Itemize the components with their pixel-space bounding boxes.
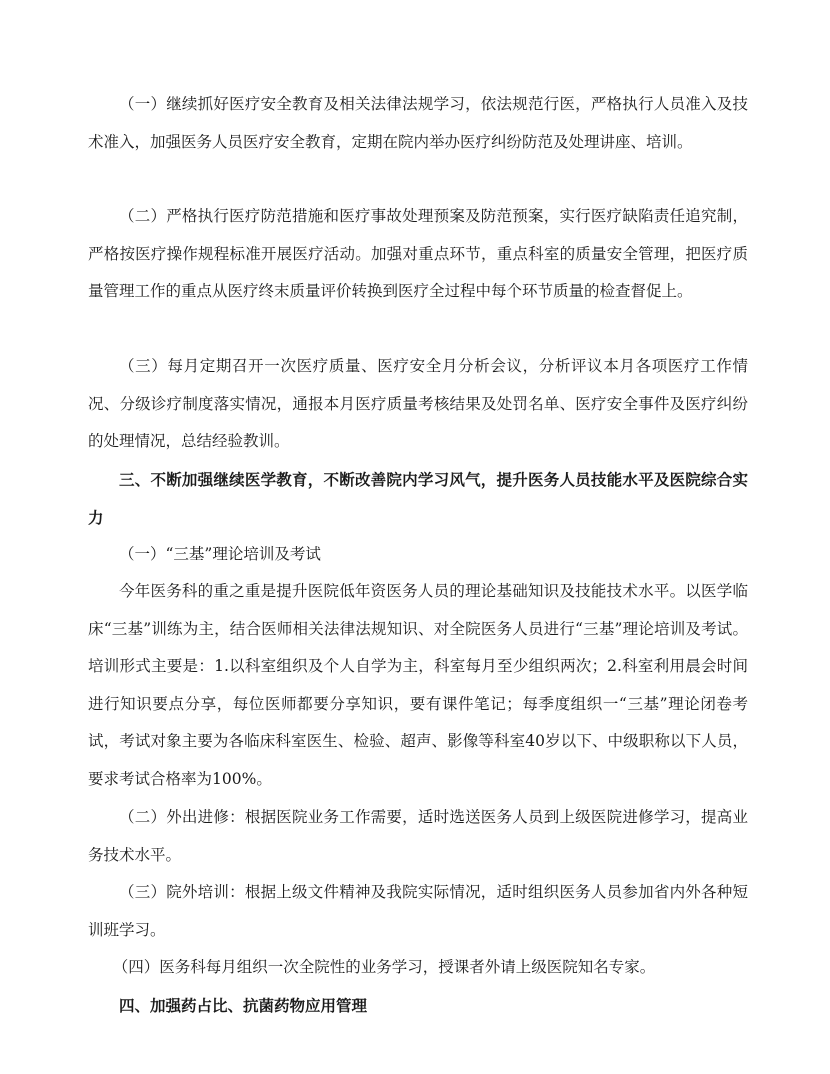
paragraph-external-study: （二）外出进修：根据医院业务工作需要，适时选送医务人员到上级医院进修学习，提高业务技术水平。 — [88, 808, 748, 864]
section-heading-3: 三、不断加强继续医学教育，不断改善院内学习风气，提升医务人员技能水平及医院综合实力 — [88, 470, 748, 527]
paragraph-safety-education: （一）继续抓好医疗安全教育及相关法律法规学习，依法规范行医，严格执行人员准入及技术准入，加强医务人员医疗安全教育，定期在院内举办医疗纠纷防范及处理讲座、培训。 — [88, 95, 748, 151]
paragraph-monthly-meeting: （三）每月定期召开一次医疗质量、医疗安全月分析会议，分析评议本月各项医疗工作情况、分级诊疗制度落实情况，通报本月医疗质量考核结果及处罚名单、医疗安全事件及医疗纠纷的处理情况，总结经验教训。 — [88, 357, 748, 451]
paragraph-monthly-lecture: （四）医务科每月组织一次全院性的业务学习，授课者外请上级医院知名专家。 — [112, 958, 656, 976]
paragraph-training-details: 今年医务科的重之重是提升医院低年资医务人员的理论基础知识及技能技术水平。以医学临床“三基”训练为主，结合医师相关法律法规知识、对全院医务人员进行“三基”理论培训及考试。培训形式主要是：1.以科室组织及个人自学为主，科室每月至少组织两次；2.科室利用晨会时间进行知识要点分享，每位医师都要分享知识，要有课件笔记；每季度组织一“三基”理论闭卷考试，考试对象主要为各临床科室医生、检验、超声、影像等科室40岁以下、中级职称以下人员，要求考试合格率为100%。 — [88, 582, 748, 788]
subheading-three-basics: （一）“三基”理论培训及考试 — [119, 545, 321, 563]
paragraph-offsite-training: （三）院外培训：根据上级文件精神及我院实际情况，适时组织医务人员参加省内外各种短训班学习。 — [88, 883, 748, 939]
paragraph-prevention-measures: （二）严格执行医疗防范措施和医疗事故处理预案及防范预案，实行医疗缺陷责任追究制，严格按医疗操作规程标准开展医疗活动。加强对重点环节，重点科室的质量安全管理，把医疗质量管理工作的重点从医疗终末质量评价转换到医疗全过程中每个环节质量的检查督促上。 — [88, 207, 748, 301]
section-heading-4: 四、加强药占比、抗菌药物应用管理 — [119, 996, 368, 1015]
